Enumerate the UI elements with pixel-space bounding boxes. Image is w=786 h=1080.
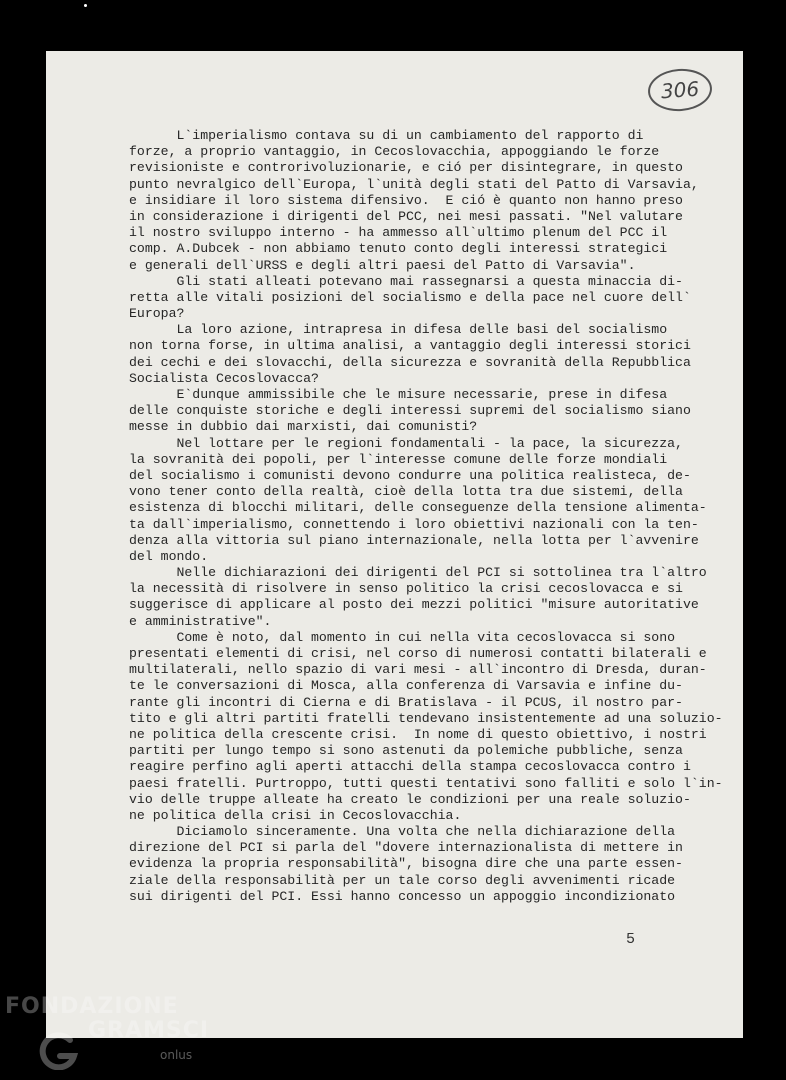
text-line: partiti per lungo tempo si sono astenuti da polemiche pubbliche, senza <box>129 743 683 759</box>
text-line: direzione del PCI si parla del "dovere internazionalista di mettere in <box>129 840 683 856</box>
text-line: e amministrative". <box>129 613 272 629</box>
text-line: Nelle dichiarazioni dei dirigenti del PCI si sottolinea tra l`altro <box>129 565 707 581</box>
text-line: L`imperialismo contava su di un cambiamento del rapporto di <box>129 128 644 143</box>
text-line: Socialista Cecoslovacca? <box>129 370 319 386</box>
text-line: punto nevralgico dell`Europa, l`unità degli stati del Patto di Varsavia, <box>129 176 699 192</box>
text-line: dei cechi e dei slovacchi, della sicurezza e sovranità della Repubblica <box>129 354 691 370</box>
text-line: La loro azione, intrapresa in difesa delle basi del socialismo <box>129 322 668 338</box>
scan-speck <box>84 4 87 7</box>
text-line: revisioniste e controrivoluzionarie, e ció per disintegrare, in questo <box>129 160 683 176</box>
text-line: ziale della responsabilità per un tale corso degli avvenimenti ricade <box>129 872 676 888</box>
archive-number-stamp: 306 <box>647 67 714 113</box>
text-line: retta alle vitali posizioni del socialismo e della pace nel cuore dell` <box>129 289 691 305</box>
text-line: Diciamolo sinceramente. Una volta che nella dichiarazione della <box>129 824 676 840</box>
watermark-line-2: GRAMSCI <box>88 1018 210 1043</box>
text-line: presentati elementi di crisi, nel corso di numerosi contatti bilaterali e <box>129 646 707 661</box>
text-line: evidenza la propria responsabilità", bisogna dire che una parte essen- <box>129 856 683 872</box>
text-line: del socialismo i comunisti devono condurre una politica realisteca, de- <box>129 467 691 483</box>
text-line: ne politica della crisi in Cecoslovacchia. <box>129 807 462 823</box>
text-line: in considerazione i dirigenti del PCC, nei mesi passati. "Nel valutare <box>129 208 683 224</box>
page-number: 5 <box>626 931 636 948</box>
text-line: denza alla vittoria sul piano internazionale, nella lotta per l`avvenire <box>129 532 699 548</box>
text-line: rante gli incontri di Cierna e di Bratislava - il PCUS, il nostro par- <box>129 694 683 710</box>
text-line: vio delle truppe alleate ha creato le condizioni per una reale soluzio- <box>129 791 691 807</box>
text-line: non torna forse, in ultima analisi, a vantaggio degli interessi storici <box>129 338 691 354</box>
text-line: del mondo. <box>129 548 209 564</box>
text-line: tito e gli altri partiti fratelli tendevano insistentemente ad una soluzio- <box>129 710 723 726</box>
text-line: multilaterali, nello spazio di vari mesi - all`incontro di Dresda, duran- <box>129 662 707 678</box>
text-line: e generali dell`URSS e degli altri paesi del Patto di Varsavia". <box>129 257 636 273</box>
text-line: ne politica della crescente crisi. In nome di questo obiettivo, i nostri <box>129 726 707 742</box>
text-line: Come è noto, dal momento in cui nella vita cecoslovacca si sono <box>129 629 676 645</box>
text-line: e insidiare il loro sistema difensivo. E ció è quanto non hanno preso <box>129 192 683 208</box>
text-line: la sovranità dei popoli, per l`interesse comune delle forze mondiali <box>129 451 668 467</box>
text-line: paesi fratelli. Purtroppo, tutti questi tentativi sono falliti e solo l`in- <box>129 775 723 791</box>
text-line: Europa? <box>129 306 185 322</box>
text-line: reagire perfino agli aperti attacchi della stampa cecoslovacca contro i <box>129 759 691 775</box>
text-line: Gli stati alleati potevano mai rassegnarsi a questa minaccia di- <box>129 273 683 289</box>
foundation-logo-icon <box>30 1030 82 1070</box>
text-line: te le conversazioni di Mosca, alla conferenza di Varsavia e infine du- <box>129 678 683 694</box>
text-line: la necessità di risolvere in senso politico la crisi cecoslovacca e si <box>129 581 683 597</box>
text-line: delle conquiste storiche e degli interessi supremi del socialismo siano <box>129 403 691 419</box>
text-line: ta dall`imperialismo, connettendo i loro obiettivi nazionali con la ten- <box>129 516 699 532</box>
text-line: Nel lottare per le regioni fondamentali - la pace, la sicurezza, <box>129 435 683 451</box>
body-text <box>129 128 723 905</box>
text-line: messe in dubbio dai marxisti, dai comunisti? <box>129 419 478 435</box>
text-line: il nostro sviluppo interno - ha ammesso all`ultimo plenum del PCC il <box>129 225 668 241</box>
text-line: sui dirigenti del PCI. Essi hanno concesso un appoggio incondizionato <box>129 888 676 904</box>
watermark-line-3: onlus <box>160 1048 193 1062</box>
text-line: forze, a proprio vantaggio, in Cecoslovacchia, appoggiando le forze <box>129 144 660 160</box>
text-line: comp. A.Dubcek - non abbiamo tenuto conto degli interessi strategici <box>129 241 668 257</box>
text-line: suggerisce di applicare al posto dei mezzi politici "misure autoritative <box>129 597 699 613</box>
text-line: E`dunque ammissibile che le misure necessarie, prese in difesa <box>129 387 668 402</box>
watermark-line-1: FONDAZIONE <box>5 994 179 1019</box>
text-line: esistenza di blocchi militari, delle conseguenze della tensione alimenta- <box>129 500 707 516</box>
text-line: vono tener conto della realtà, cioè della lotta tra due sistemi, della <box>129 484 683 500</box>
watermark <box>0 990 230 1080</box>
document-page <box>46 51 743 1038</box>
